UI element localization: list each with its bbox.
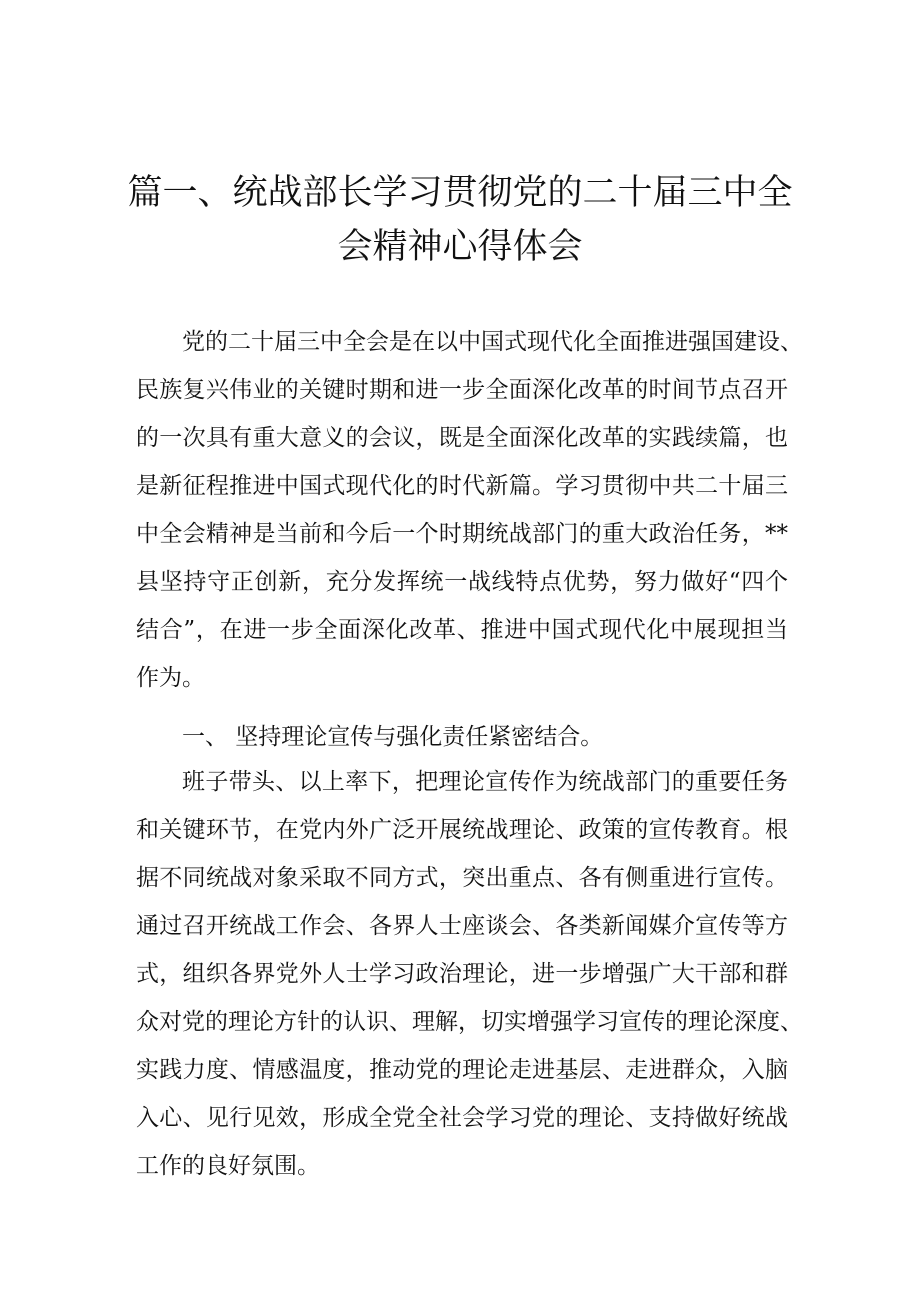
paragraph-2-line: 式，组织各界党外人士学习政治理论，进一步增强广大干部和群 — [136, 961, 788, 987]
paragraph-2-line: 和关键环节，在党内外广泛开展统战理论、政策的宣传教育。根 — [136, 817, 788, 843]
paragraph-2-line: 众对党的理论方针的认识、理解，切实增强学习宣传的理论深度、 — [136, 1009, 803, 1035]
document-title-line-2: 会精神心得体会 — [337, 227, 583, 267]
paragraph-1-line: 是新征程推进中国式现代化的时代新篇。学习贯彻中共二十届三 — [136, 473, 788, 499]
section-heading: 一、 坚持理论宣传与强化责任紧密结合。 — [182, 724, 604, 750]
paragraph-1-line: 作为。 — [136, 665, 205, 691]
paragraph-1-line: 结合”，在进一步全面深化改革、推进中国式现代化中展现担当 — [136, 617, 788, 643]
paragraph-2-line: 工作的良好氛围。 — [136, 1153, 320, 1179]
paragraph-2-line: 班子带头、以上率下，把理论宣传作为统战部门的重要任务 — [182, 769, 788, 795]
paragraph-2-line: 实践力度、情感温度，推动党的理论走进基层、走进群众，入脑 — [136, 1057, 788, 1083]
paragraph-1-line: 民族复兴伟业的关键时期和进一步全面深化改革的时间节点召开 — [136, 377, 788, 403]
document-title-line-1: 篇一、统战部长学习贯彻党的二十届三中全 — [127, 173, 793, 213]
paragraph-2-line: 据不同统战对象采取不同方式，突出重点、各有侧重进行宣传。 — [136, 865, 788, 891]
paragraph-1-line: 县坚持守正创新，充分发挥统一战线特点优势，努力做好“四个 — [136, 569, 788, 595]
paragraph-2-line: 通过召开统战工作会、各界人士座谈会、各类新闻媒介宣传等方 — [136, 913, 788, 939]
paragraph-1-line: 的一次具有重大意义的会议，既是全面深化改革的实践续篇，也 — [136, 425, 788, 451]
paragraph-2-line: 入心、见行见效，形成全党全社会学习党的理论、支持做好统战 — [136, 1105, 788, 1131]
paragraph-1-line: 党的二十届三中全会是在以中国式现代化全面推进强国建设、 — [182, 329, 803, 355]
paragraph-1-line: 中全会精神是当前和今后一个时期统战部门的重大政治任务，** — [136, 521, 788, 547]
